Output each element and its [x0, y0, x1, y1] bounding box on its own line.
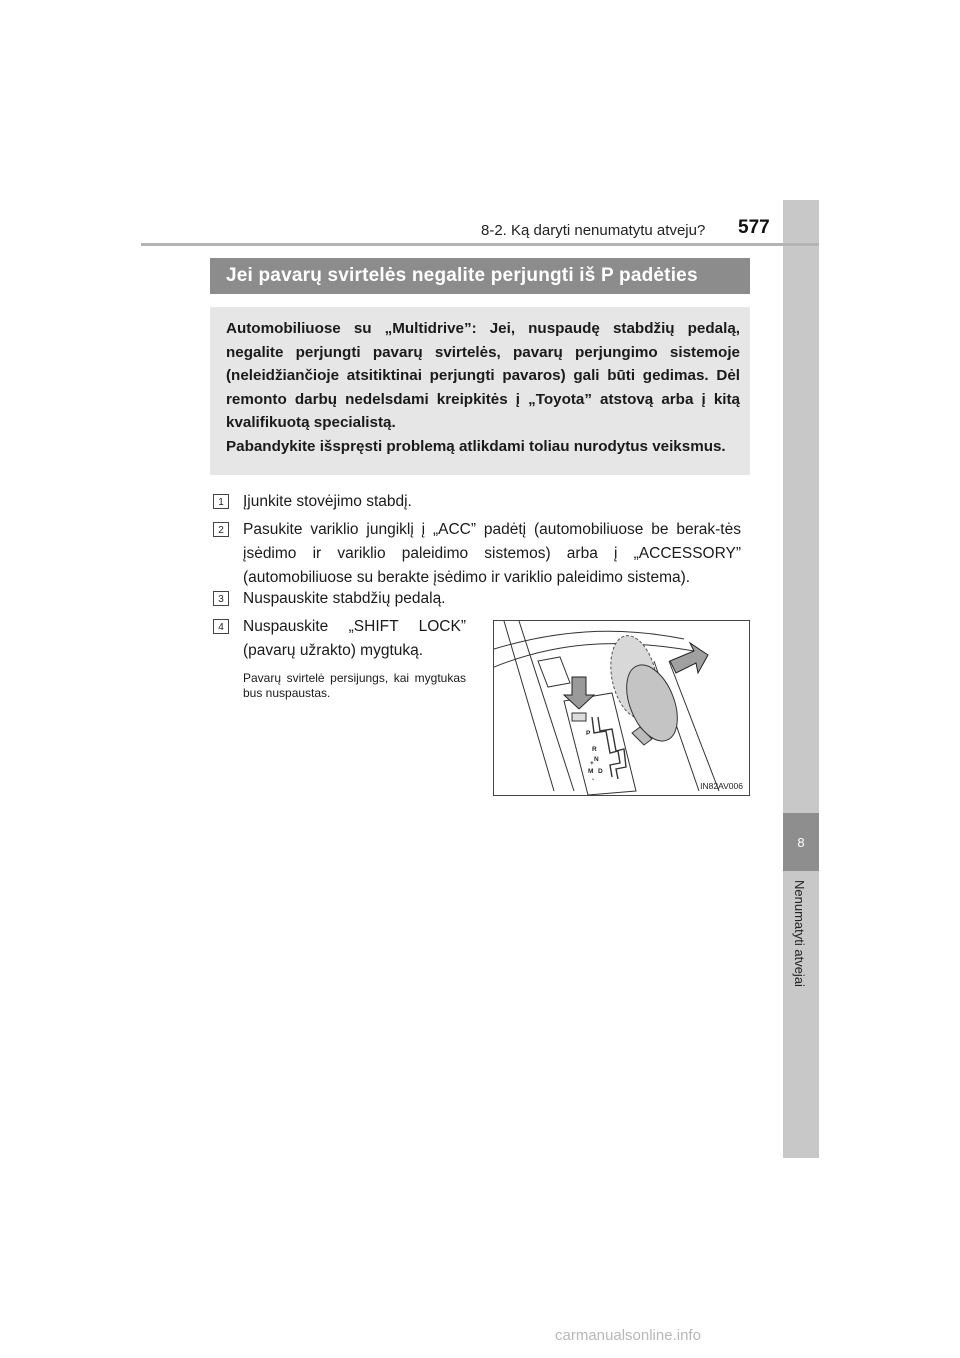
- gate-label-plus: +: [590, 760, 594, 767]
- step-note: Pavarų svirtelė persijungs, kai mygtukas bus nuspaustas.: [243, 671, 466, 700]
- figure-code: IN82AV006: [700, 781, 743, 791]
- gate-label-minus: -: [592, 776, 595, 783]
- section-heading: [210, 258, 750, 294]
- section-path: 8-2. Ką daryti nenumatytu atveju?: [481, 222, 706, 239]
- chapter-number: 8: [797, 834, 805, 850]
- gate-label-m: M: [588, 768, 594, 775]
- step-number-badge: 3: [213, 591, 229, 606]
- gate-label-r: R: [592, 746, 597, 753]
- gate-label-p: P: [586, 730, 591, 737]
- chapter-side-tab: [783, 200, 819, 1158]
- gate-label-d: D: [598, 768, 603, 775]
- chapter-title: Nenumatyti atvejai: [792, 880, 807, 987]
- step-text: Nuspauskite „SHIFT LOCK” (pavarų užrakto) mygtuką.: [243, 618, 466, 659]
- page-number: 577: [738, 217, 770, 238]
- gate-label-n: N: [594, 756, 599, 763]
- step-text: Pasukite variklio jungiklį į „ACC” padėtį (automobiliuose be berak-tės įsėdimo ir variklio paleidimo sistemos) arba į „ACCESSORY” (automobiliuose su berakte įsėdimo ir variklio paleidimo sistema).: [243, 521, 741, 586]
- step-number-badge: 4: [213, 619, 229, 634]
- watermark: carmanualsonline.info: [555, 1327, 701, 1344]
- notice-box: [210, 307, 750, 475]
- shift-lock-drawing: [494, 621, 749, 795]
- notice-paragraph: Pabandykite išspręsti problemą atlikdami toliau nurodytus veiksmus.: [226, 437, 726, 455]
- section-heading-text: Jei pavarų svirtelės negalite perjungti iš P padėties: [226, 265, 698, 286]
- step-text: Nuspauskite stabdžių pedalą.: [243, 590, 446, 607]
- notice-paragraph: Automobiliuose su „Multidrive”: Jei, nuspaudę stabdžių pedalą, negalite perjungti pavarų svirtelės, pavarų perjungimo sistemoje (neleidžiančioje atsitiktinai perjungti pavaros) gali būti gedimas. Dėl remonto darbų nedelsdami kreipkitės į „Toyota” atstovą arba į kitą kvalifikuotą specialistą.: [226, 320, 740, 432]
- shift-lock-illustration: [493, 620, 750, 796]
- chapter-number-box: [783, 813, 819, 871]
- step-number-badge: 1: [213, 494, 229, 509]
- step-number-badge: 2: [213, 522, 229, 537]
- header-divider: [141, 243, 819, 246]
- step-text: Įjunkite stovėjimo stabdį.: [243, 493, 412, 510]
